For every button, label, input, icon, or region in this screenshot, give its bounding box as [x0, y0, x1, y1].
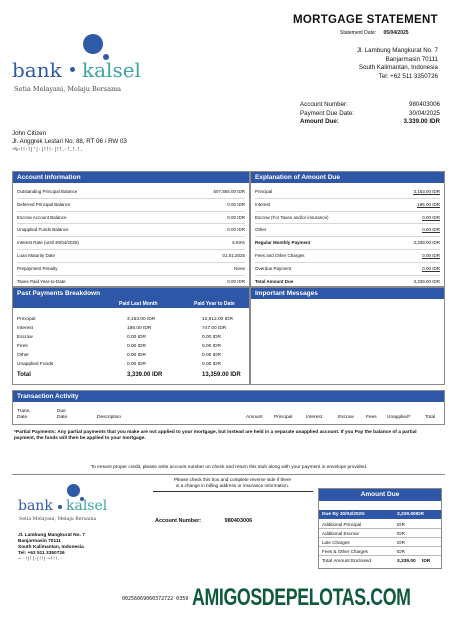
stub-address-line3: South Kalimantan, Indonesia [18, 545, 84, 550]
account-info-label: Outstanding Principal Balance [17, 189, 78, 194]
amount-due-header: Amount Due [319, 489, 441, 501]
amount-due-total-label: Total Amount Enclosed [322, 559, 371, 564]
txn-col-interest: Interest [306, 414, 322, 420]
explanation-label: Total Amount Due [255, 278, 294, 284]
amount-due-total-unit: IDR [422, 559, 431, 564]
stub-logo-dot-icon [58, 505, 62, 509]
explanation-value: 0.00 IDR [422, 214, 440, 220]
important-messages-box [250, 287, 445, 385]
txn-col-trans-date: Trans. Date [17, 409, 31, 420]
past-payments-col1: Paid Last Month [119, 301, 158, 307]
explanation-label: Principal [255, 189, 273, 194]
past-payments-row [17, 316, 245, 325]
past-payments-ytd: 747.00 IDR [202, 326, 227, 331]
explanation-label: Interest [255, 201, 271, 207]
explanation-label: Fees and Other Charges [255, 253, 305, 258]
txn-col-fees: Fees [366, 414, 377, 420]
explanation-value: 0.00 IDR [422, 227, 440, 233]
account-info-row [17, 263, 245, 276]
explanation-row [255, 250, 440, 263]
amount-due-due-value: 3,339.00IDR [397, 512, 424, 517]
account-info-value: 0.00 IDR [227, 201, 245, 207]
bank-address-line2: Banjarmasin 70111 [385, 55, 438, 63]
explanation-label: Other [255, 227, 267, 233]
logo-dot-icon [70, 67, 75, 72]
bank-address [357, 47, 438, 81]
past-payments-box [12, 287, 250, 385]
amount-due-line-label: Additional Escrow [322, 531, 359, 536]
past-payments-label: Other [17, 353, 29, 358]
explanation-value: 3,339.00 IDR [413, 240, 440, 246]
bank-phone: Tel: +62 511 3350726 [378, 72, 438, 80]
account-info-label: Escrow Account Balance [17, 214, 67, 220]
amount-due-line-value: IDR [397, 549, 405, 554]
past-payments-label: Escrow [17, 335, 33, 340]
statement-date-label: Statement Date: [340, 30, 377, 36]
past-payments-ytd: 0.00 IDR [202, 362, 221, 367]
past-payments-row [17, 352, 245, 361]
account-information-box [12, 171, 250, 287]
account-info-row [17, 186, 245, 199]
account-info-value: 5.93% [232, 240, 245, 246]
past-payments-total-v1: 3,339.00 IDR [127, 372, 163, 378]
stub-account-value: 980403006 [224, 518, 253, 524]
past-payments-row [17, 334, 245, 343]
account-info-value: 0.00 IDR [227, 214, 245, 220]
explanation-row [255, 212, 440, 225]
summary-due-date-value: 30/04/2025 [409, 109, 440, 117]
amount-due-line-label: Additional Principal [322, 522, 362, 527]
explanation-label: Escrow (For Taxes and/or insurance) [255, 214, 329, 220]
customer-scribble: ~%~!!·!|'|·|!!!·|!!.·!.!.!. [12, 147, 83, 153]
stub-divider [12, 474, 445, 475]
past-payments-header: Past Payments Breakdown [13, 288, 249, 299]
txn-col-total: Total [425, 414, 436, 420]
logo-circle-large-icon [83, 34, 103, 54]
past-payments-ytd: 0.00 IDR [202, 353, 221, 358]
stub-check-note [150, 477, 315, 489]
stub-check-note-line2: is a change in billing address or insurance information. [175, 483, 290, 488]
account-info-label: Taxes Paid Year-to-Date [17, 278, 66, 284]
transaction-activity-box [12, 390, 445, 425]
amount-due-line-value: IDR [397, 531, 405, 536]
account-info-row [17, 212, 245, 225]
explanation-value: 3,153.00 IDR [413, 189, 440, 194]
amount-due-line [319, 529, 441, 538]
transaction-activity-header: Transaction Activity [13, 391, 444, 402]
past-payments-total-label: Total [17, 372, 31, 378]
past-payments-row [17, 325, 245, 334]
account-info-value: 0.00 IDR [227, 227, 245, 233]
account-info-label: Deferred Principal Balance [17, 201, 71, 207]
bank-address-line3: South Kalimantan, Indonesia [358, 64, 438, 71]
stub-instructions: To ensure proper credit, please write account number on check and return this stub along with your payment in envelope provided. [90, 465, 368, 470]
past-payments-ytd: 0.00 IDR [202, 344, 221, 349]
amount-due-line-label: Fees & Other Charges [322, 549, 368, 554]
statement-date-value: 05/04/2025 [383, 30, 409, 36]
account-info-label: Prepayment Penalty [17, 265, 58, 271]
past-payments-row [17, 361, 245, 370]
past-payments-label: Interest [17, 326, 33, 331]
logo-bank-word: bank [12, 58, 62, 82]
txn-col-description: Description [97, 414, 121, 420]
explanation-row [255, 199, 440, 212]
past-payments-total-v2: 13,359.00 IDR [202, 372, 241, 378]
txn-col-escrow: Escrow [338, 414, 354, 420]
past-payments-label: Unapplied Funds [17, 362, 54, 367]
explanation-value: 0.00 IDR [422, 253, 440, 258]
bank-logo [12, 34, 182, 96]
summary-account-value: 980403006 [409, 101, 440, 108]
account-summary [300, 101, 440, 127]
account-info-label: Unapplied Funds Balance [17, 227, 69, 233]
past-payments-label: Fees [17, 344, 28, 349]
account-info-value: 01.01.2025 [222, 253, 245, 258]
watermark: AMIGOSDEPELOTAS.COM [192, 584, 411, 611]
amount-due-line [319, 520, 441, 529]
explanation-row [255, 224, 440, 237]
past-payments-last-month: 0.00 IDR [127, 362, 146, 367]
account-info-value: None [234, 265, 245, 271]
amount-due-total-value: 3,339.00 [397, 559, 416, 564]
amount-due-line-value: IDR [397, 522, 405, 527]
past-payments-ytd: 0.00 IDR [202, 335, 221, 340]
past-payments-last-month: 186.00 IDR [127, 326, 152, 331]
statement-date [340, 30, 409, 36]
amount-due-row-due [319, 510, 441, 519]
stub-logo-bank-word: bank [18, 498, 53, 514]
logo-kalsel-word: kalsel [82, 58, 141, 82]
micr-line: 00256069060372722 0359 [122, 596, 189, 602]
summary-account-label: Account Number: [300, 101, 348, 108]
past-payments-col2: Paid Year to Date [194, 301, 235, 307]
stub-address-line2: Banjarmasin 70111 [18, 539, 61, 544]
past-payments-row [17, 343, 245, 352]
stub-logo-tagline: Setia Melayani, Melaju Bersama [19, 517, 97, 522]
stub-logo-kalsel-word: kalsel [66, 498, 108, 514]
account-info-row [17, 250, 245, 263]
amount-due-line-label: Late Charges [322, 540, 350, 545]
stub-logo-circle-large-icon [67, 484, 80, 497]
explanation-value: 3,339.00 IDR [413, 278, 440, 284]
account-info-label: Interest Rate (until 30/04/2025) [17, 240, 80, 246]
txn-col-amount: Amount [246, 414, 263, 420]
account-info-row [17, 224, 245, 237]
stub-bank-address [18, 533, 85, 563]
statement-title: MORTGAGE STATEMENT [293, 14, 438, 26]
explanation-label: Overdue Payment [255, 265, 292, 271]
txn-col-unapplied: Unapplied* [387, 414, 411, 420]
stub-address-line1: Jl. Lambung Mangkurat No. 7 [18, 533, 85, 538]
txn-col-principal: Principal [274, 414, 293, 420]
partial-payments-note: *Partial Payments: Any partial payments that you make are not applied to your mortgage, but instead are held in a separate unapplied account. If you Pay the balance of a partial payment, the funds will then be applied to your mortgage. [14, 430, 417, 442]
explanation-label: Regular Monthly Payment [255, 240, 311, 246]
explanation-row [255, 237, 440, 250]
amount-due-total [319, 557, 441, 567]
account-information-header: Account Information [13, 172, 249, 183]
stub-check-note-line1: Please check this box and complete reverse side if there [173, 477, 292, 482]
explanation-row [255, 263, 440, 276]
explanation-row [255, 186, 440, 199]
account-info-value: 507,855.00 IDR [213, 189, 245, 194]
amount-due-line [319, 538, 441, 547]
explanation-value: 0.00 IDR [422, 265, 440, 271]
amount-due-due-label: Due By 30/04/2025: [322, 512, 366, 517]
amount-due-line [319, 547, 441, 556]
past-payments-last-month: 0.00 IDR [127, 335, 146, 340]
summary-amount-value: 3.339.00 IDR [403, 118, 440, 125]
stub-check-note-underline [153, 491, 313, 492]
summary-amount-label: Amount Due: [300, 118, 339, 125]
stub-account-number [155, 518, 252, 524]
account-info-label: Loan Maturity Date [17, 253, 56, 258]
customer-name: John Citizen [12, 130, 47, 137]
customer-address [12, 130, 127, 154]
account-info-row [17, 237, 245, 250]
explanation-value: 186.00 IDR [417, 201, 440, 207]
stub-phone: Tel: +62 511 3350726 [18, 551, 65, 556]
explanation-header: Explanation of Amount Due [251, 172, 444, 183]
past-payments-ytd: 12,612.00 IDR [202, 317, 233, 322]
amount-due-line-value: IDR [397, 540, 405, 545]
important-messages-header: Important Messages [251, 288, 444, 299]
account-info-row [17, 199, 245, 212]
past-payments-label: Principal [17, 317, 36, 322]
account-info-value: 0.00 IDR [227, 278, 245, 284]
customer-street: Jl. Anggrek Lestari No. 88, RT 06 / RW 03 [12, 138, 127, 145]
logo-tagline: Setia Melayani, Melaju Bersama [14, 85, 122, 93]
bank-address-line1: Jl. Lambung Mangkurat No. 7 [356, 47, 438, 54]
stub-scribble: ~ ·!|!|·|!!|·~!!!.· [18, 557, 62, 562]
txn-col-due-date: Due Date [57, 409, 68, 420]
past-payments-last-month: 0.00 IDR [127, 353, 146, 358]
amount-due-box [318, 488, 442, 569]
explanation-box [250, 171, 445, 287]
past-payments-last-month: 3,153.00 IDR [127, 317, 156, 322]
bank-logo-stub [18, 484, 138, 526]
summary-due-date-label: Payment Due Date: [300, 109, 354, 117]
stub-account-label: Account Number: [155, 518, 202, 524]
past-payments-last-month: 0.00 IDR [127, 344, 146, 349]
